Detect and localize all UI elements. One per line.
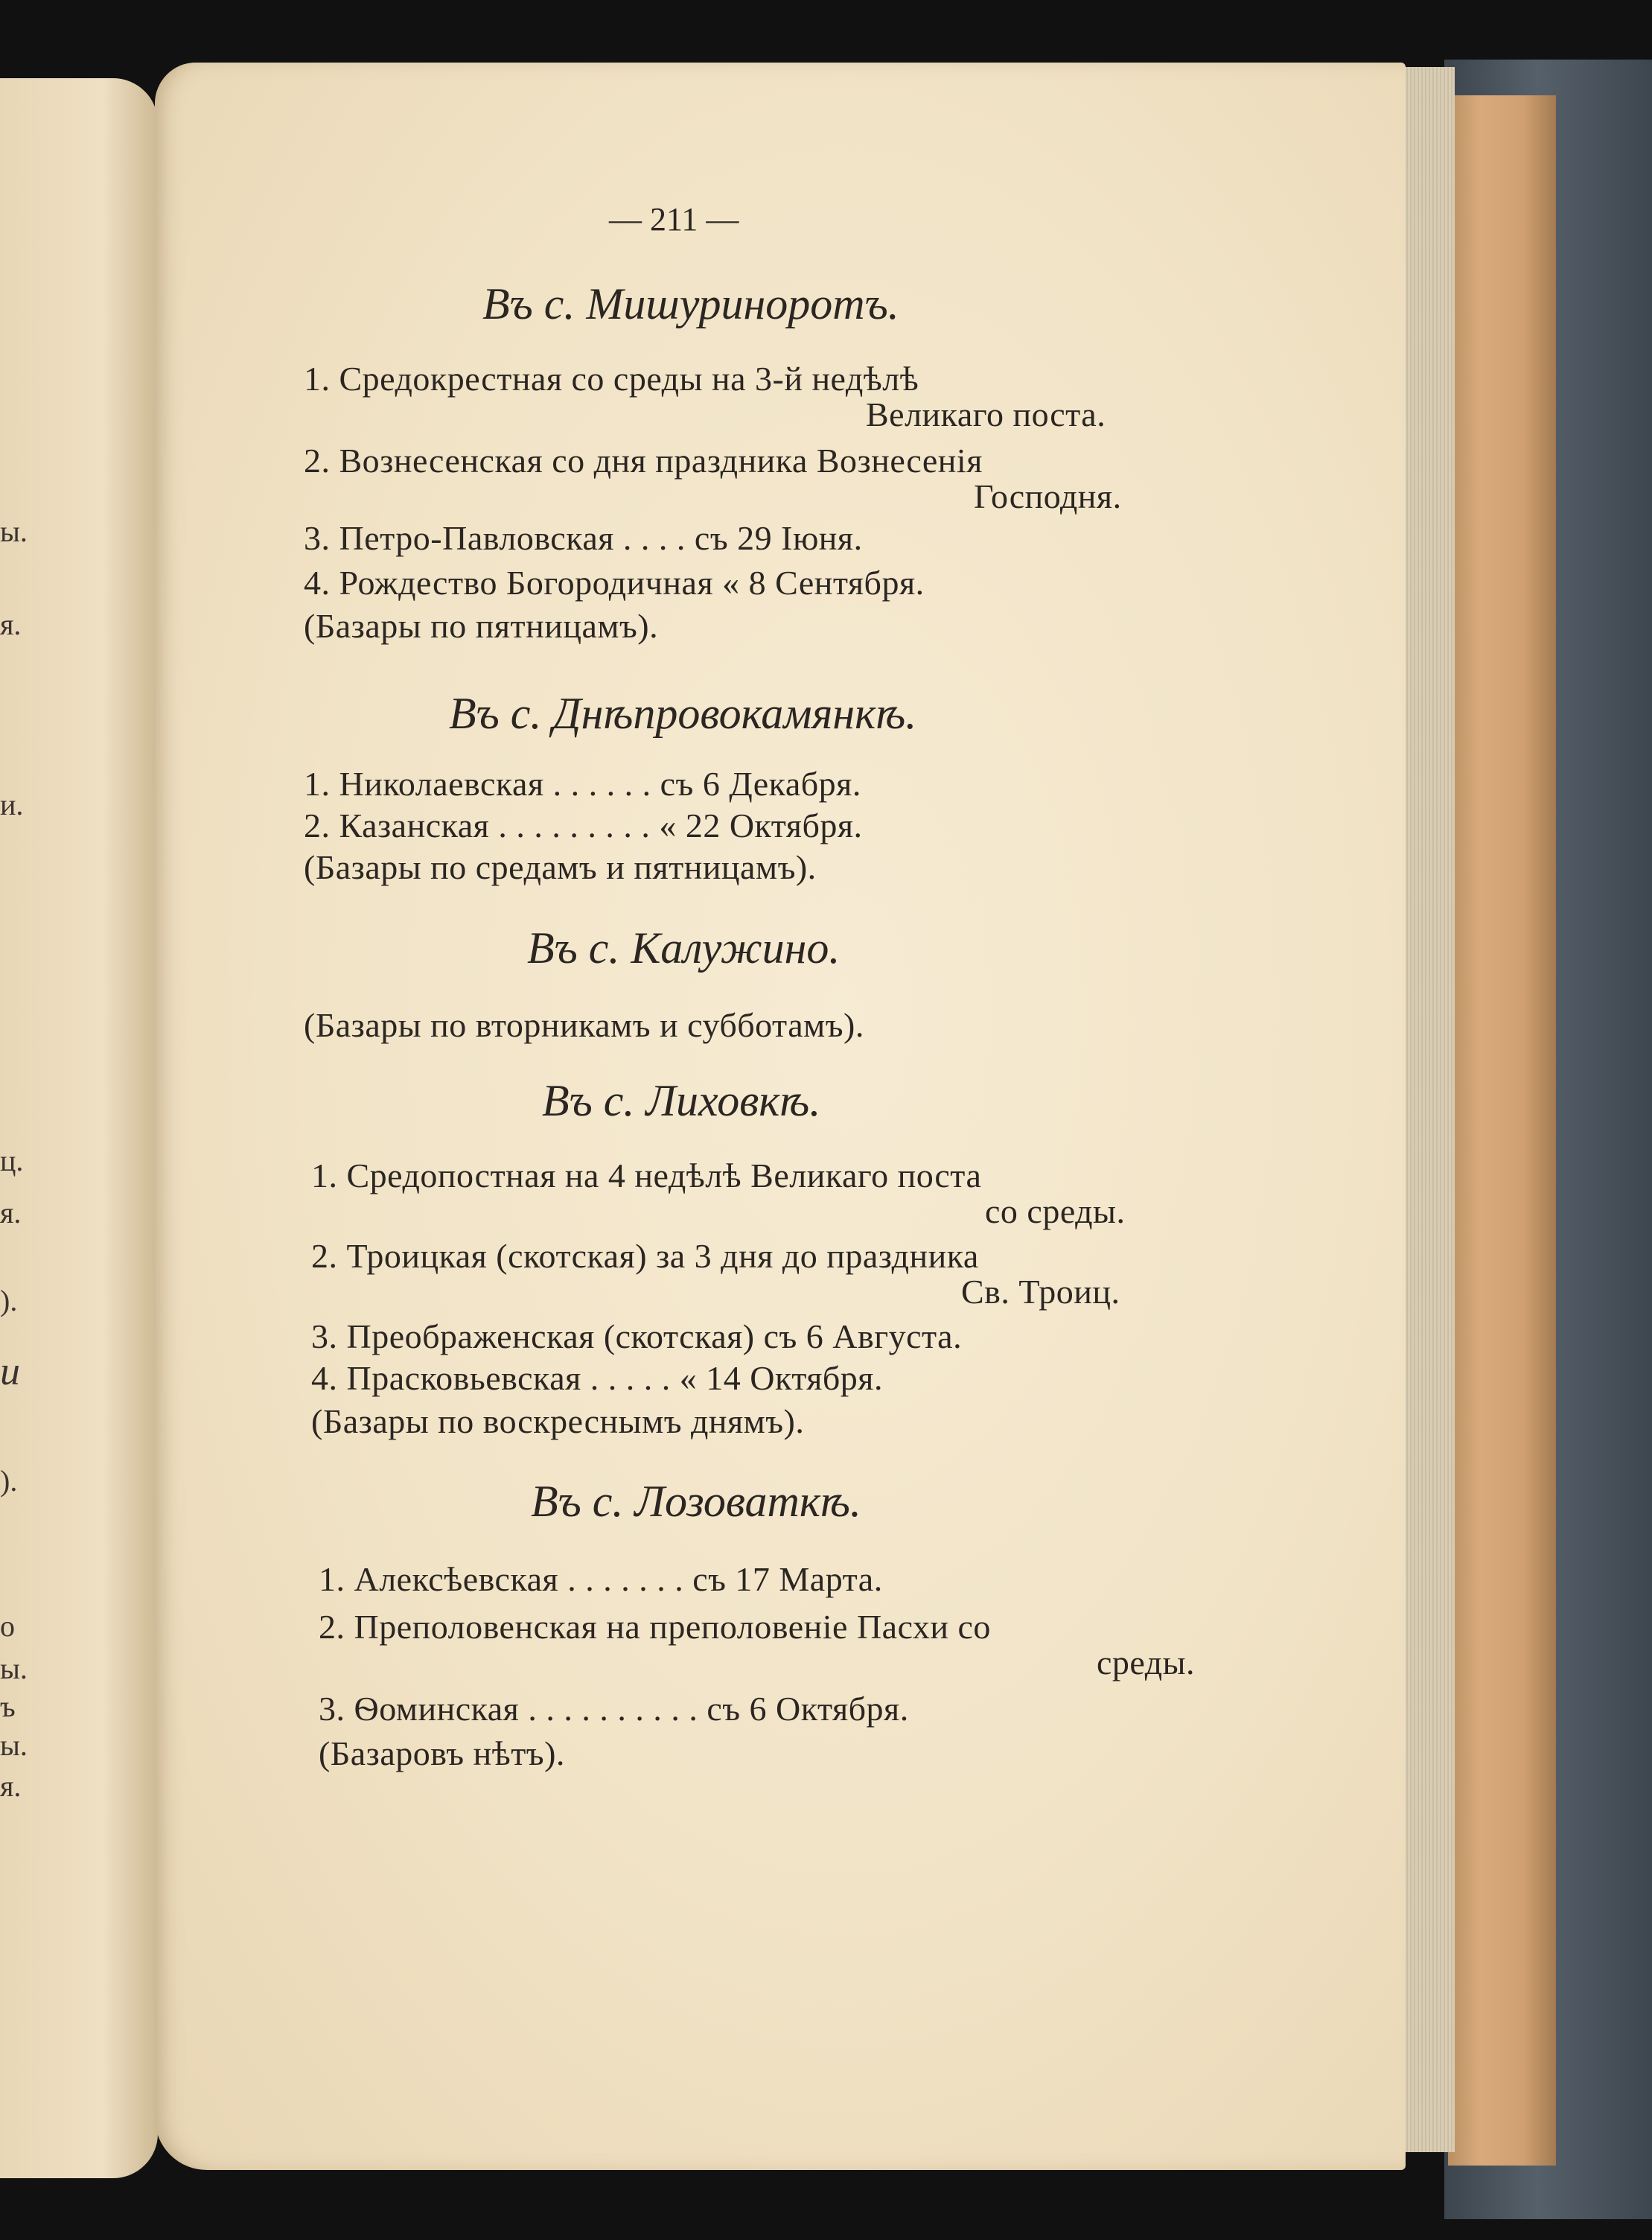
left-fragment: ъ (0, 1690, 16, 1723)
page-block-edge (1448, 95, 1556, 2166)
text-line: 2. Преполовенская на преполовеніе Пасхи со (319, 1608, 991, 1646)
text-line: Великаго поста. (866, 395, 1106, 433)
text-line: 1. Алексѣевская . . . . . . . съ 17 Марта. (319, 1560, 883, 1598)
text-line: Господня. (974, 477, 1122, 515)
left-fragment: ы. (0, 515, 28, 548)
text-line: 4. Рождество Богородичная « 8 Сентября. (304, 564, 925, 602)
text-line: 1. Средокрестная со среды на 3-й недѣлѣ (304, 360, 919, 398)
left-fragment: и (0, 1349, 20, 1393)
left-fragment: ы. (0, 1728, 28, 1762)
left-fragment: ы. (0, 1652, 28, 1685)
left-fragment: я. (0, 608, 22, 641)
left-fragment: ). (0, 1284, 18, 1317)
text-line: среды. (1097, 1644, 1196, 1681)
section-heading: Въ с. Днѣпровокамянкѣ. (449, 689, 917, 738)
text-line: 2. Вознесенская со дня праздника Вознесенія (304, 442, 983, 480)
left-fragment: о (0, 1609, 15, 1643)
left-fragment: ). (0, 1464, 18, 1498)
left-fragment: ц. (0, 1144, 24, 1177)
section-heading: Въ с. Лиховкѣ. (542, 1076, 821, 1125)
left-fragment: я. (0, 1196, 22, 1229)
text-line: 2. Казанская . . . . . . . . . « 22 Октября. (304, 806, 863, 844)
text-line: (Базаровъ нѣтъ). (319, 1734, 565, 1772)
text-line: Св. Троиц. (961, 1273, 1120, 1311)
text-line: 3. Преображенская (скотская) съ 6 Августа. (311, 1317, 963, 1355)
text-line: со среды. (985, 1192, 1126, 1230)
text-line: 3. Петро-Павловская . . . . съ 29 Іюня. (304, 519, 863, 557)
section-heading: Въ с. Калужино. (527, 923, 841, 973)
text-line: (Базары по средамъ и пятницамъ). (304, 848, 817, 886)
section-heading: Въ с. Мишуриноротъ. (482, 279, 899, 328)
text-line: 3. Ѳоминская . . . . . . . . . . съ 6 Октября. (319, 1690, 909, 1728)
text-line: (Базары по вторникамъ и субботамъ). (304, 1006, 864, 1044)
left-fragment: я. (0, 1769, 22, 1803)
left-fragment: и. (0, 788, 24, 821)
text-line: 2. Троицкая (скотская) за 3 дня до праздника (311, 1237, 979, 1275)
text-line: (Базары по пятницамъ). (304, 607, 659, 645)
text-line: (Базары по воскреснымъ днямъ). (311, 1402, 805, 1440)
section-heading: Въ с. Лозоваткѣ. (531, 1477, 861, 1526)
right-page (155, 63, 1406, 2170)
left-page (0, 78, 158, 2178)
page-number: — 211 — (609, 201, 739, 238)
text-line: 4. Прасковьевская . . . . . « 14 Октября. (311, 1359, 883, 1397)
text-line: 1. Средопостная на 4 недѣлѣ Великаго поста (311, 1156, 982, 1194)
text-line: 1. Николаевская . . . . . . съ 6 Декабря. (304, 765, 861, 803)
